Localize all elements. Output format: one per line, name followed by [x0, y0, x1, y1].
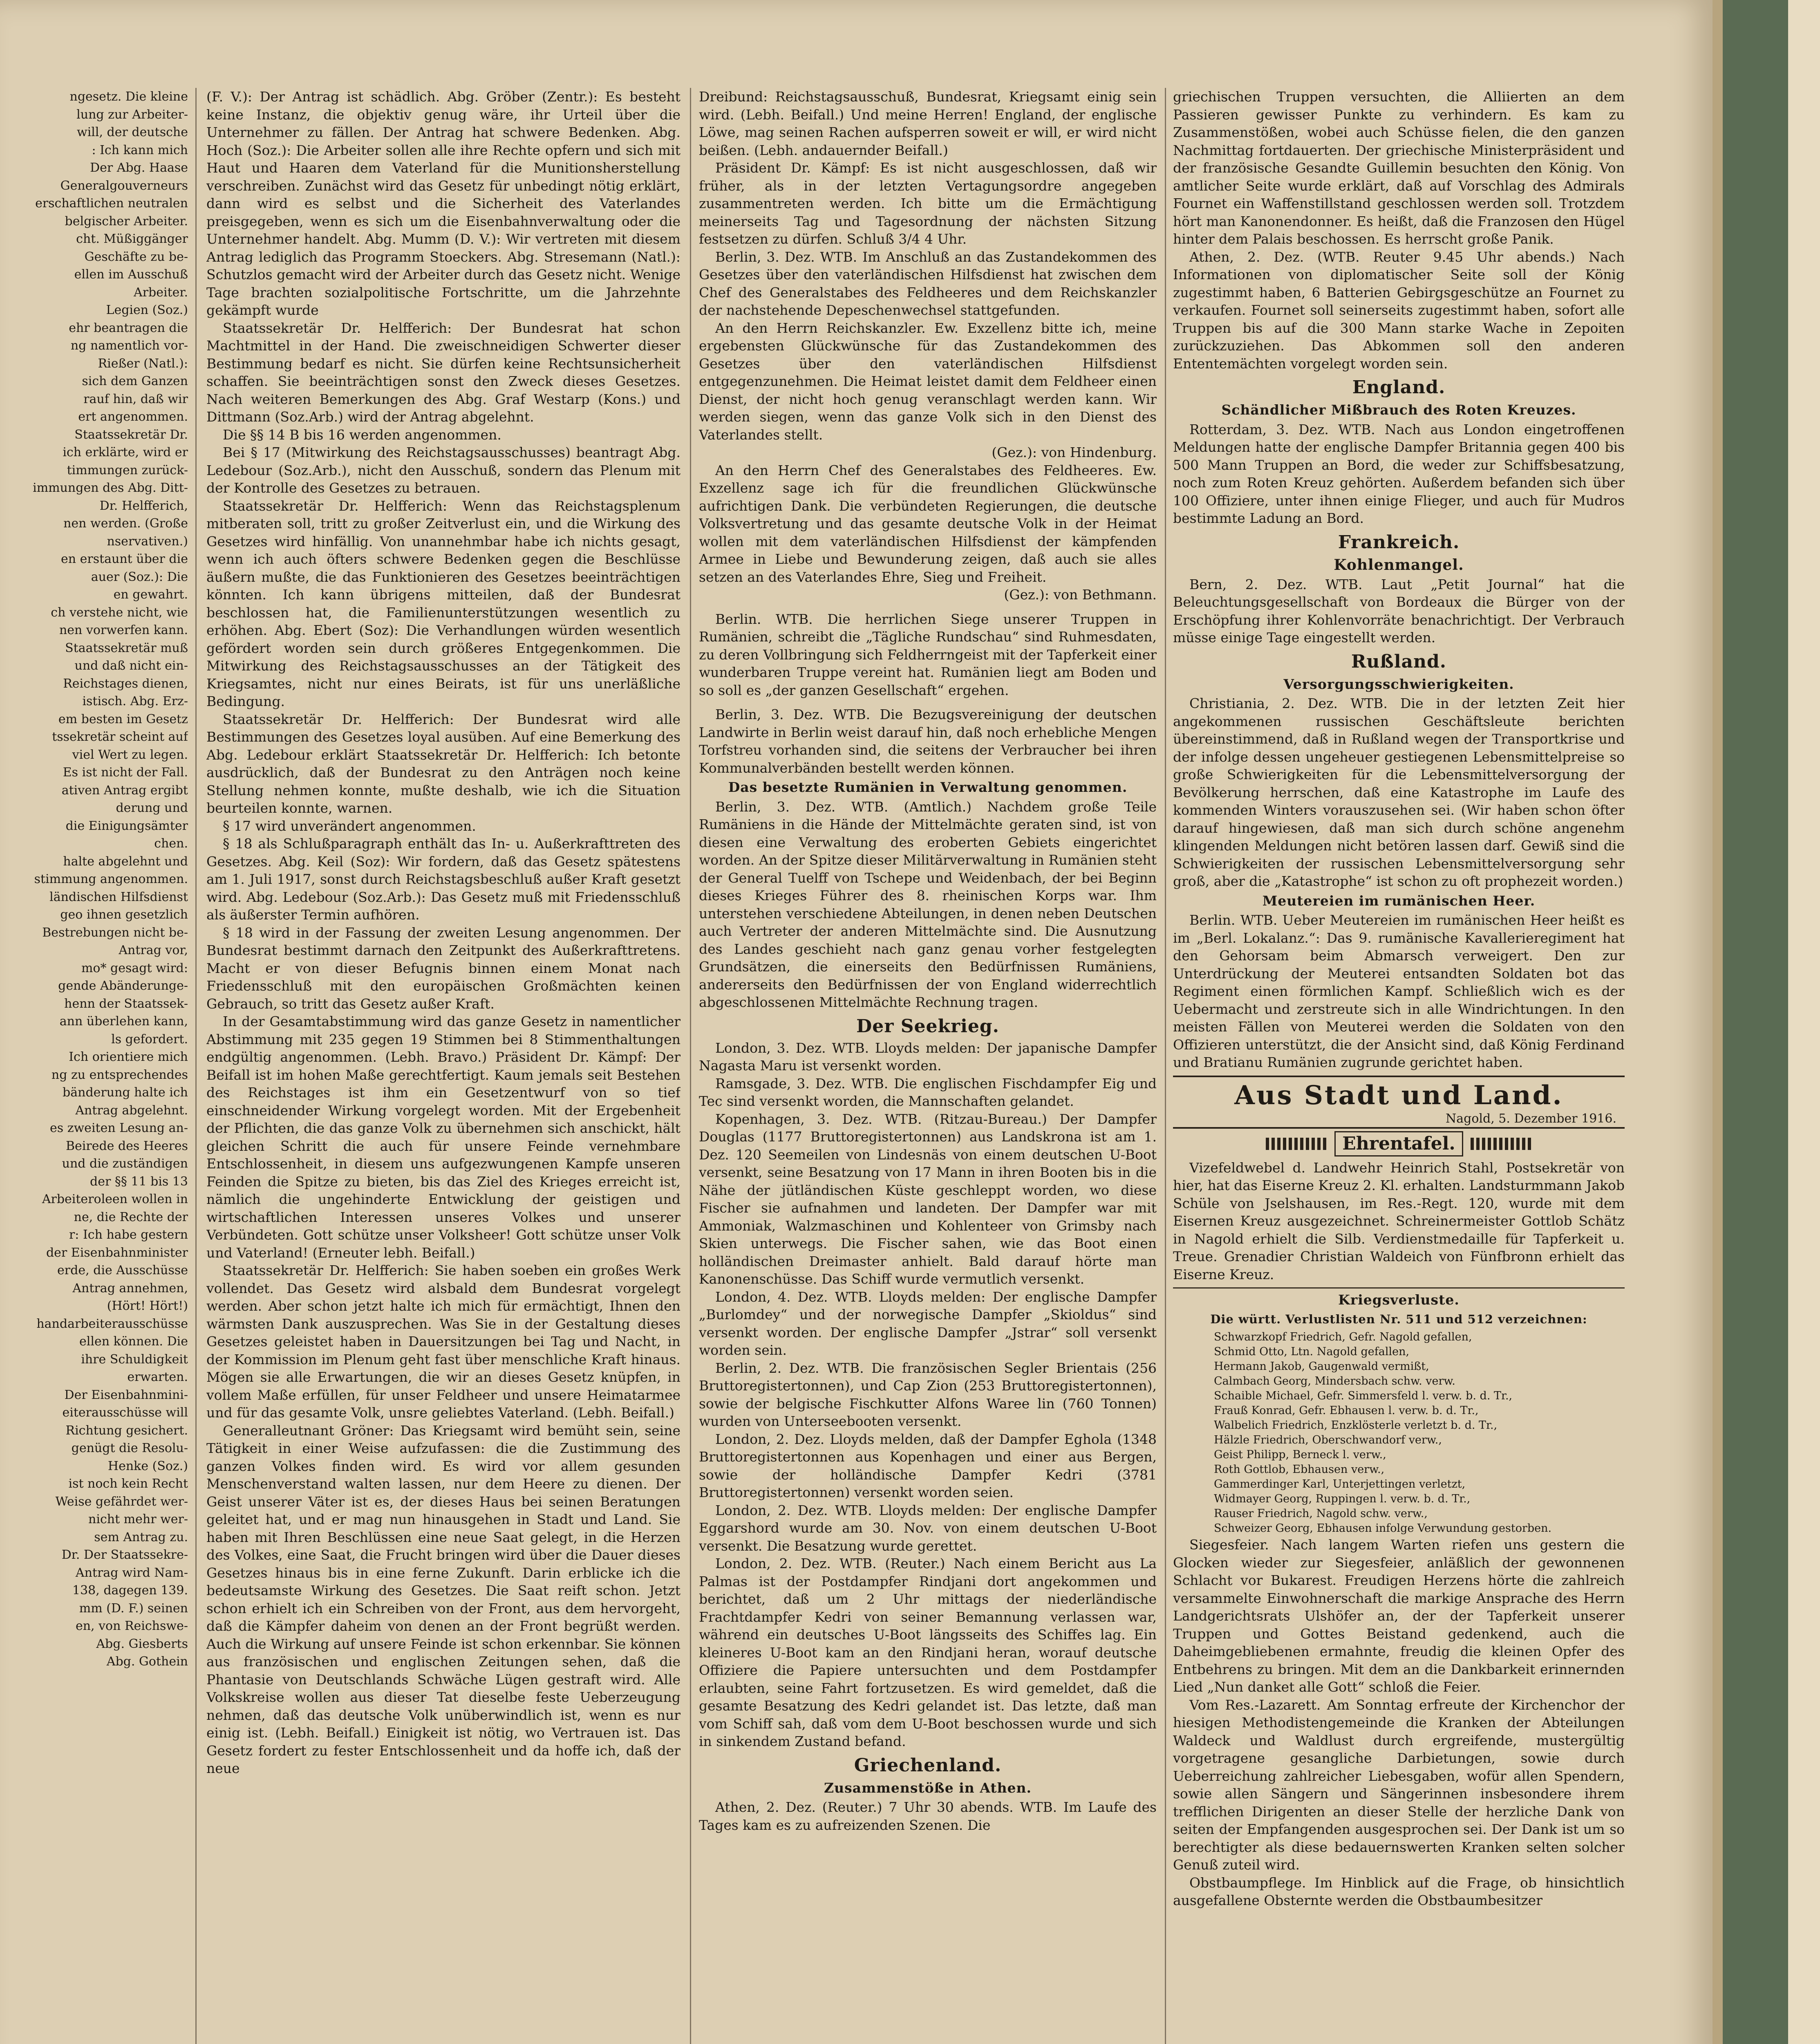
- casualty-entry: Schwarzkopf Friedrich, Gefr. Nagold gefallen,: [1214, 1331, 1472, 1343]
- casualty-entry: Rauser Friedrich, Nagold schw. verw.,: [1214, 1507, 1428, 1520]
- fragment-line: ann überlehen kann,: [59, 1014, 188, 1029]
- column-rule: [1165, 88, 1166, 2044]
- fragment-line: ihre Schuldigkeit: [81, 1352, 188, 1367]
- casualty-entry: Schweizer Georg, Ebhausen infolge Verwundung gestorben.: [1214, 1522, 1552, 1535]
- article-paragraph: Berlin, 3. Dez. WTB. Im Anschluß an das Zustandekommen des Gesetzes über den vaterländischen Hilfsdienst hat zwischen dem Chef des Generalstabes des Feldheeres und dem Reichskanzler der nachstehende Depeschenwechsel stattgefunden.: [699, 249, 1157, 318]
- binding-cloth: [1723, 0, 1788, 2044]
- article-paragraph: London, 4. Dez. WTB. Lloyds melden: Der englische Dampfer „Burlomdey“ und der norwegische Dampfer „Skioldus“ sind versenkt worden. Der englische Dampfer „Jstrar“ soll versenkt worden sein.: [699, 1289, 1157, 1358]
- article-paragraph: Staatssekretär Dr. Helfferich: Wenn das Reichstagsplenum mitberaten soll, tritt zu großer Zeitverlust ein, und die Wirkung des Gesetzes wird hinfällig. Von unannehmbar habe ich nichts gesagt, wenn ich auch öfters schwere Bedenken gegen die Beschlüsse äußern mußte, die das Funktionieren des Gesetzes beeinträchtigen könnten. Ich kann übrigens mitteilen, daß der Bundesrat beschlossen hat, die Familienunterstützungen wesentlich zu erhöhen. Abg. Ebert (Soz): Die Verhandlungen würden wesentlich gefördert worden sein durch größeres Entgegenkommen. Die Mitwirkung des Reichstagsausschusses an der Tätigkeit des Kriegsamtes, nicht nur eines Beirats, ist für uns unerläßliche Bedingung.: [206, 498, 681, 709]
- article-paragraph: An den Herrn Chef des Generalstabes des Feldheeres. Ew. Exzellenz sage ich für die freundlichen Glückwünsche aufrichtigen Dank. Die verbündeten Regierungen, die deutsche Volksvertretung und das gesamte deutsche Volk in der Heimat wollen mit dem vaterländischen Hilfsdienst der kämpfenden Armee in Liebe und Bewunderung zeigen, daß auch sie alles setzen an des Vaterlandes Ehre, Sieg und Freiheit.: [699, 462, 1157, 585]
- section-heading: Der Seekrieg.: [856, 1015, 999, 1037]
- fragment-line: gende Abänderunge-: [58, 979, 188, 993]
- fragment-line: der Eisenbahnminister: [46, 1245, 188, 1260]
- section-heading: Rußland.: [1351, 651, 1447, 672]
- fragment-line: Rießer (Natl.):: [98, 356, 188, 371]
- fragment-line: ne, die Rechte der: [74, 1210, 188, 1224]
- article-paragraph: Die §§ 14 B bis 16 werden angenommen.: [223, 426, 501, 443]
- section-heading: Frankreich.: [1338, 531, 1460, 553]
- column-rule: [690, 88, 691, 2044]
- fragment-line: ist noch kein Recht: [68, 1477, 188, 1491]
- article-paragraph: (F. V.): Der Antrag ist schädlich. Abg. Gröber (Zentr.): Es besteht keine Instanz, die objektiv genug wäre, ihr Urteil über die Unternehmer zu fällen. Der Antrag hat schwere Bedenken. Abg. Hoch (Soz.): Die Arbeiter sollen alle ihre Rechte opfern und sich mit Haut und Haaren dem Vaterland für die Munitionsherstellung verschreiben. Zunächst wird das Gesetz für unbedingt nötig erklärt, dann wird es selbst und die Sicherheit des Vaterlandes preisgegeben, wenn es sich um die Eisenbahnverwaltung oder die Unternehmer handelt. Abg. Mumm (D. V.): Wir vertreten mit diesem Antrag lediglich das Programm Stoeckers. Abg. Stresemann (Natl.): Schutzlos gemacht wird der Arbeiter durch das Gesetz nicht. Wenige Tage brachten sozialpolitische Fortschritte, um die Jahrzehnte gekämpft wurde: [206, 89, 681, 318]
- article-paragraph: § 18 als Schlußparagraph enthält das In- u. Außerkrafttreten des Gesetzes. Abg. Keil (Soz): Wir fordern, daß das Gesetz spätestens am 1. Juli 1917, sonst durch Reichstagsbeschluß außer Kraft gesetzt wird. Abg. Ledebour (Soz.Arb.): Das Gesetz muß mit Friedensschluß als äußerster Termin aufhören.: [206, 836, 681, 923]
- fragment-line: Antrag vor,: [119, 943, 188, 957]
- casualty-entry: Schmid Otto, Ltn. Nagold gefallen,: [1214, 1345, 1410, 1358]
- fragment-line: Antrag abgelehnt.: [75, 1103, 188, 1118]
- fragment-line: en gewahrt.: [113, 587, 188, 602]
- fragment-line: Es ist nicht der Fall.: [63, 765, 188, 780]
- fragment-line: Geschäfte zu be-: [84, 249, 188, 264]
- fragment-line: Ich orientiere mich: [69, 1050, 188, 1064]
- fragment-line: ls gefordert.: [111, 1032, 188, 1047]
- fragment-line: ert angenommen.: [78, 410, 188, 424]
- fragment-line: erde, die Ausschüsse: [57, 1263, 188, 1278]
- fragment-line: istisch. Abg. Erz-: [82, 694, 188, 708]
- article-paragraph: Siegesfeier. Nach langem Warten riefen uns gestern die Glocken wieder zur Siegesfeier, anläßlich der gewonnenen Schlacht vor Bukarest. Freudigen Herzens hörte die zahlreich versammelte Einwohnerschaft die markige Ansprache des Herrn Landgerichtsrats Ulshöfer an, der der Tapferkeit unserer Truppen und Gottes Beistand gedenkend, auch die Daheimgebliebenen ermahnte, freudig die kleinen Opfer des Entbehrens zu bringen. Mit dem an die Dankbarkeit erinnernden Lied „Nun danket alle Gott“ schloß die Feier.: [1173, 1537, 1625, 1695]
- column-2: [699, 88, 1157, 2044]
- fragment-line: ehr beantragen die: [69, 320, 188, 335]
- article-paragraph: Berlin, 3. Dez. WTB. (Amtlich.) Nachdem große Teile Rumäniens in die Hände der Mittelmächte geraten sind, ist von diesen eine Verwaltung des eroberten Gebiets eingerichtet worden. An der Spitze dieser Militärverwaltung in Rumänien steht der General Tuelff von Tschepe und Weidenbach, der bei Beginn dieses Krieges Führer des 8. rheinischen Korps war. Ihm unterstehen verschiedene Abteilungen, in denen neben Deutschen auch Vertreter der anderen Mittelmächte sind. Die Ausnutzung des Landes geschieht nach ganz genau vorher festgelegten Grundsätzen, die einerseits den Bedürfnissen Rumäniens, andererseits den Bedürfnissen der von England widerrechtlich abgeschlossenen Mittelmächte Rechnung tragen.: [699, 798, 1157, 1010]
- casualty-entry: Hermann Jakob, Gaugenwald vermißt,: [1214, 1360, 1429, 1373]
- fragment-line: will, der deutsche: [77, 125, 188, 139]
- article-paragraph: London, 2. Dez. WTB. (Reuter.) Nach einem Bericht aus La Palmas ist der Postdampfer Rindjani dort angekommen und berichtet, daß um 2 Uhr mittags der niederländische Frachtdampfer Kedri von seiner Bemannung verlassen war, während ein deutsches U-Boot längsseits des Schiffes lag. Ein kleineres U-Boot kam an den Rindjani heran, worauf deutsche Offiziere die Papiere untersuchten und dem Postdampfer erlaubten, seine Fahrt fortzusetzen. Es wird gemeldet, daß die gesamte Besatzung des Kedri gelandet ist. Das letzte, daß man vom Schiff sah, daß vom dem U-Boot beschossen wurde und sich in sinkendem Zustand befand.: [699, 1555, 1157, 1749]
- article-paragraph: Christiania, 2. Dez. WTB. Die in der letzten Zeit hier angekommenen russischen Geschäftsleute berichten übereinstimmend, daß in Rußland wegen der Transportkrise und der infolge dessen ungeheuer gestiegenen Lebensmittelpreise so große Schwierigkeiten für die Lebensmittelversorgung der Bevölkerung herrschen, daß eine Katastrophe im Laufe des kommenden Winters vorauszusehen sei. (Wir haben schon öfter darauf hingewiesen, daß man sich durch schöne angenehm klingenden Meldungen nicht betören lassen darf. Gewiß sind die Schwierigkeiten der russischen Lebensmittelversorgung sehr groß, aber die „Katastrophe“ ist schon zu oft prophezeit worden.): [1173, 695, 1625, 889]
- fragment-line: ellen im Ausschuß: [74, 267, 188, 282]
- fragment-line: lung zur Arbeiter-: [76, 107, 188, 122]
- article-paragraph: Berlin, 3. Dez. WTB. Die Bezugsvereinigung der deutschen Landwirte in Berlin weist darauf hin, daß noch erhebliche Mengen Torfstreu vorhanden sind, die seitens der Verbraucher bei ihren Kommunalverbänden bestellt werden können.: [699, 706, 1157, 776]
- fragment-line: ativen Antrag ergibt: [61, 783, 188, 798]
- fragment-line: bänderung halte ich: [63, 1085, 188, 1100]
- fragment-line: mm (D. F.) seinen: [79, 1601, 188, 1616]
- fragment-line: r: Ich habe gestern: [69, 1228, 188, 1242]
- fragment-line: nservativen.): [107, 534, 188, 549]
- fragment-line: Reichstages dienen,: [63, 676, 188, 691]
- fragment-line: Dr. Der Staatssekre-: [61, 1548, 188, 1562]
- fragment-line: 138, dagegen 139.: [72, 1583, 188, 1598]
- section-subheading: Versorgungsschwierigkeiten.: [1283, 676, 1514, 692]
- fragment-line: Henke (Soz.): [107, 1459, 188, 1473]
- article-paragraph: Präsident Dr. Kämpf: Es ist nicht ausgeschlossen, daß wir früher, als in der letzten Vertagungsordre angegeben zusammentreten werden. Ich bitte um die Ermächtigung meinerseits Tag und Tagesordnung der nächsten Sitzung festsetzen zu dürfen. Schluß 3/4 4 Uhr.: [699, 160, 1157, 247]
- article-paragraph: Staatssekretär Dr. Helfferich: Der Bundesrat hat schon Machtmittel in der Hand. Die zweischneidigen Schwerter dieser Bestimmung bedarf es nicht. Sie dürfen keine Rechtsunsicherheit schaffen. Sie beeinträchtigen sonst den Zweck dieses Gesetzes. Nach weiteren Bemerkungen des Abg. Graf Westarp (Kons.) und Dittmann (Soz.Arb.) wird der Antrag abgelehnt.: [206, 320, 681, 425]
- fragment-line: ch verstehe nicht, wie: [51, 605, 188, 620]
- article-paragraph: § 18 wird in der Fassung der zweiten Lesung angenommen. Der Bundesrat bestimmt darnach den Zeitpunkt des Außerkrafttretens. Macht er von dieser Befugnis binnen einem Monat nach Friedensschluß mit den europäischen Großmächten keinen Gebrauch, so tritt das Gesetz außer Kraft.: [206, 924, 681, 1012]
- fragment-line: rauf hin, daß wir: [83, 392, 188, 406]
- fragment-line: eiterausschüsse will: [62, 1405, 188, 1420]
- fragment-line: Legien (Soz.): [106, 303, 188, 317]
- article-paragraph: Vizefeldwebel d. Landwehr Heinrich Stahl, Postsekretär von hier, hat das Eiserne Kreuz 2. Kl. erhalten. Landsturmmann Jakob Schüle von Jselshausen, im Res.-Regt. 120, wurde mit dem Eisernen Kreuz ausgezeichnet. Schreinermeister Gottlob Schätz in Nagold erhielt die Silb. Verdienstmedaille für Tapferkeit u. Treue. Grenadier Christian Waldeich von Fünfbronn erhielt das Eiserne Kreuz.: [1173, 1159, 1625, 1282]
- fragment-line: ng namentlich vor-: [70, 338, 188, 353]
- list-heading: Die württ. Verlustlisten Nr. 511 und 512 verzeichnen:: [1210, 1312, 1587, 1326]
- fragment-line: Weise gefährdet wer-: [55, 1494, 188, 1509]
- fragment-line: derung und: [116, 801, 188, 815]
- fragment-line: geo ihnen gesetzlich: [60, 908, 188, 922]
- fragment-line: Arbeiteroleen wollen in: [42, 1192, 188, 1206]
- fragment-line: mo* gesagt wird:: [81, 961, 188, 975]
- fragment-line: Staatssekretär Dr.: [74, 427, 188, 442]
- fragment-line: tssekretär scheint auf: [52, 730, 188, 744]
- section-subheading: Zusammenstöße in Athen.: [824, 1780, 1032, 1796]
- article-paragraph: Athen, 2. Dez. (Reuter.) 7 Uhr 30 abends. WTB. Im Laufe des Tages kam es zu aufreizenden Szenen. Die: [699, 1799, 1157, 1833]
- fragment-line: (Hört! Hört!): [107, 1299, 188, 1313]
- section-subheading: Meutereien im rumänischen Heer.: [1262, 892, 1536, 909]
- article-paragraph: London, 3. Dez. WTB. Lloyds melden: Der japanische Dampfer Nagasta Maru ist versenkt worden.: [699, 1040, 1157, 1074]
- fragment-line: genügt die Resolu-: [71, 1441, 188, 1455]
- fragment-line: Antrag wird Nam-: [75, 1565, 188, 1580]
- casualty-entry: Walbelich Friedrich, Enzklösterle verletzt b. d. Tr.,: [1214, 1419, 1498, 1432]
- casualty-entry: Calmbach Georg, Mindersbach schw. verw.: [1214, 1375, 1455, 1387]
- fragment-line: Beirede des Heeres: [65, 1139, 188, 1153]
- fragment-line: Der Eisenbahnmini-: [64, 1387, 188, 1402]
- fragment-line: chen.: [154, 836, 188, 851]
- masthead-title: Aus Stadt und Land.: [1234, 1080, 1563, 1111]
- section-subheading: Kriegsverluste.: [1173, 1287, 1625, 1309]
- fragment-line: em besten im Gesetz: [58, 712, 188, 726]
- fragment-line: nen werden. (Große: [63, 516, 188, 531]
- article-paragraph: London, 2. Dez. Lloyds melden, daß der Dampfer Eghola (1348 Bruttoregistertonnen aus Kopenhagen und einer aus Bergen, sowie der holländische Dampfer Kedri (3781 Bruttoregistertonnen) versenkt worden seien.: [699, 1431, 1157, 1500]
- casualty-entry: Roth Gottlob, Ebhausen verw.,: [1214, 1463, 1385, 1476]
- fragment-line: viel Wert zu legen.: [72, 747, 188, 762]
- page-edges: [1788, 0, 1820, 2044]
- fragment-line: timmungen zurück-: [67, 463, 188, 477]
- article-paragraph: Generalleutnant Gröner: Das Kriegsamt wird bemüht sein, seine Tätigkeit in einer Weise aufzufassen: die die Zustimmung des ganzen Volkes finden wird. Es wird vor allem gesunden Menschenverstand walten lassen, nur dem Heere zu dienen. Der Geist unserer Väter ist es, der dieses Haus bei seinen Beratungen geleitet hat, und er mag nun hinausgehen in Stadt und Land. Sie haben mit Ihren Beschlüssen eine neue Saat gelegt, in die Herzen des Volkes, eine Saat, die Frucht bringen wird über die Dauer dieses Gesetzes hinaus bis in eine ferne Zukunft. Darin erblicke ich die bedeutsamste Wirkung des Gesetzes. Die Saat reift schon. Jetzt schon erhielt ich ein Schreiben von der Front, aus dem hervorgeht, daß die Kämpfer daheim von denen an der Front begrüßt werden. Auch die Wirkung auf unsere Feinde ist schon erkennbar. Sie können aus französischen und englischen Zeitungen sehen, daß die Phantasie von Deutschlands Schwäche Lügen gestraft wird. Alle Volkskreise wollen aus dieser Tat dieselbe feste Ueberzeugung nehmen, daß das deutsche Volk unüberwindlich ist, wenn es nur einig ist. (Lebh. Beifall.) Einigkeit ist nötig, wo Vertrauen ist. Das Gesetz fordert zu fester Entschlossenheit und da hoffe ich, daß der neue: [206, 1422, 681, 1776]
- signature: (Gez.): von Hindenburg.: [992, 444, 1157, 460]
- fragment-line: Richtung gesichert.: [65, 1423, 188, 1438]
- fragment-line: Arbeiter.: [134, 285, 188, 300]
- article-paragraph: Dreibund: Reichstagsausschuß, Bundesrat, Kriegsamt einig sein wird. (Lebh. Beifall.) Und meine Herren! England, der englische Löwe, mag seinen Rachen aufsperren soweit er will, er wird nicht beißen. (Lebh. andauernder Beifall.): [699, 89, 1157, 158]
- fragment-line: Generalgouverneurs: [60, 178, 188, 193]
- fragment-line: cht. Müßiggänger: [76, 232, 188, 246]
- section-heading: Das besetzte Rumänien in Verwaltung genommen.: [728, 779, 1128, 795]
- article-paragraph: § 17 wird unverändert angenommen.: [223, 818, 476, 834]
- fragment-line: ng zu entsprechendes: [51, 1067, 188, 1082]
- fragment-line: Antrag annehmen,: [72, 1281, 188, 1295]
- fragment-line: Der Abg. Haase: [90, 161, 188, 175]
- fragment-line: immungen des Abg. Ditt-: [33, 481, 188, 495]
- fragment-line: Bestrebungen nicht be-: [42, 925, 188, 940]
- fragment-line: erschaftlichen neutralen: [35, 196, 188, 211]
- local-news-masthead: [1173, 1076, 1625, 1129]
- masthead-date: Nagold, 5. Dezember 1916.: [1446, 1111, 1616, 1126]
- fragment-line: die Einigungsämter: [65, 818, 188, 833]
- fragment-line: der §§ 11 bis 13: [90, 1174, 188, 1189]
- ornament-icon: [1471, 1138, 1532, 1150]
- article-paragraph: Athen, 2. Dez. (WTB. Reuter 9.45 Uhr abends.) Nach Informationen von diplomatischer Seite soll der König zugestimmt haben, 6 Batterien Gebirgsgeschütze an Fournet zu verkaufen. Fournet soll seinerseits zugestimmt haben, sofort alle Truppen bis auf die 300 Mann starke Wache in Zepoiten zurückzuziehen. Das Abkommen soll den anderen Ententemächten vorgelegt worden sein.: [1173, 249, 1625, 372]
- fragment-line: handarbeiterausschüsse: [36, 1316, 188, 1331]
- column-1: [206, 88, 681, 2044]
- fragment-line: ich erklärte, wird er: [63, 445, 188, 459]
- fragment-line: Abg. Gothein: [106, 1654, 188, 1669]
- article-paragraph: Kopenhagen, 3. Dez. WTB. (Ritzau-Bureau.) Der Dampfer Douglas (1177 Bruttoregistertonnen) aus Landskrona ist am 1. Dez. 120 Seemeilen von Lindesnäs von einem deutschen U-Boot versenkt, seine Besatzung von 17 Mann in ihren Booten bis in die Nähe der jütländischen Küste geschleppt worden, wo diese Fischer sie aufnahmen und landeten. Der Dampfer war mit Ammoniak, Walzmaschinen und Kohlenteer von Grimsby nach Skien unterwegs. Die Fischer sahen, wie das Boot einen holländischen Dreimaster anhielt. Bald darauf hörte man Kanonenschüsse. Das Schiff wurde vermutlich versenkt.: [699, 1111, 1157, 1287]
- casualty-entry: Geist Philipp, Berneck l. verw.,: [1214, 1448, 1386, 1461]
- fragment-line: halte abgelehnt und: [63, 854, 188, 869]
- ehrentafel-banner: [1173, 1131, 1625, 1156]
- fragment-line: henn der Staatssek-: [64, 996, 188, 1011]
- fragment-line: Abg. Giesberts: [96, 1636, 188, 1651]
- casualty-entry: Frauß Konrad, Gefr. Ebhausen l. verw. b. d. Tr.,: [1214, 1404, 1479, 1417]
- fragment-line: nen vorwerfen kann.: [59, 623, 188, 637]
- casualty-entry: Gammerdinger Karl, Unterjettingen verletzt,: [1214, 1478, 1466, 1490]
- article-paragraph: London, 2. Dez. WTB. Lloyds melden: Der englische Dampfer Eggarshord wurde am 30. Nov. von einem deutschen U-Boot versenkt. Die Besatzung wurde gerettet.: [699, 1502, 1157, 1554]
- signature: (Gez.): von Bethmann.: [1004, 587, 1157, 603]
- fragment-line: ngesetz. Die kleine: [69, 90, 188, 104]
- column-rule: [195, 88, 197, 2044]
- article-paragraph: Berlin. WTB. Die herrlichen Siege unserer Truppen in Rumänien, schreibt die „Tägliche Rundschau“ sind Ruhmesdaten, zu deren Vollbringung sich Feldherrngeist mit der Tapferkeit einer wunderbaren Truppe vereint hat. Rumänien liegt am Boden und so soll es „der ganzen Gesellschaft“ ergehen.: [699, 611, 1157, 698]
- casualty-entry: Hälzle Friedrich, Oberschwandorf verw.,: [1214, 1434, 1442, 1446]
- article-paragraph: Ramsgade, 3. Dez. WTB. Die englischen Fischdampfer Eig und Tec sind versenkt worden, die Mannschaften gelandet.: [699, 1075, 1157, 1109]
- fragment-line: sich dem Ganzen: [82, 374, 188, 388]
- article-paragraph: griechischen Truppen versuchten, die Alliierten an dem Passieren gewisser Punkte zu verhindern. Es kam zu Zusammenstößen, wobei auch Schüsse fielen, die den ganzen Nachmittag fortdauerten. Der griechische Ministerpräsident und der französische Gesandte Guillemin besuchten den König. Von amtlicher Seite wurde erklärt, daß auf Vorschlag des Admirals Fournet ein Waffenstillstand geschlossen werden soll. Trotzdem hört man Kanonendonner. Es heißt, daß die Franzosen den Hügel hinter dem Palais beschossen. Es herrscht große Panik.: [1173, 89, 1625, 247]
- section-heading: England.: [1352, 377, 1446, 398]
- fragment-line: ellen können. Die: [79, 1334, 188, 1349]
- fragment-line: en, von Reichswe-: [75, 1619, 188, 1633]
- fragment-line: stimmung angenommen.: [34, 872, 188, 886]
- fragment-line: Dr. Helfferich,: [99, 498, 188, 513]
- fragment-line: nicht mehr wer-: [88, 1512, 188, 1526]
- casualty-entry: Widmayer Georg, Ruppingen l. verw. b. d. Tr.,: [1214, 1493, 1471, 1505]
- section-heading: Griechenland.: [854, 1755, 1002, 1776]
- article-paragraph: In der Gesamtabstimmung wird das ganze Gesetz in namentlicher Abstimmung mit 235 gegen 19 Stimmen bei 8 Stimmenthaltungen endgültig angenommen. (Lebh. Bravo.) Präsident Dr. Kämpf: Der Beifall ist im hohen Maße gerechtfertigt. Kaum jemals seit Bestehen des Reichstages ist ihm ein Gesetzentwurf von so tief einschneidender Wirkung vorgelegt worden. Mit der Ergebenheit der Pflichten, die das ganze Volk zu übernehmen sich anschickt, hält gleichen Schritt die auch für unsere Feinde vernehmbare Entschlossenheit, in diesem uns aufgezwungenen Kampfe unseren Feinden die Spitze zu bieten, bis das Ziel des Krieges erreicht ist, nämlich die ungehinderte Entwicklung der geistigen und wirtschaftlichen Interessen unseres Volkes und unserer Verbündeten. Gott schütze unser Volksheer! Gott schütze unser Volk und Vaterland! (Erneuter lebh. Beifall.): [206, 1013, 681, 1261]
- article-paragraph: Staatssekretär Dr. Helfferich: Der Bundesrat wird alle Bestimmungen des Gesetzes loyal ausüben. Auf eine Bemerkung des Abg. Ledebour erklärt Staatssekretär Dr. Helfferich: Ich betonte ausdrücklich, daß der Bundesrat zu den Anträgen noch keine Stellung nehmen konnte, mußte deshalb, wie ich die Situation beurteilen konnte, warnen.: [206, 711, 681, 816]
- article-paragraph: Bern, 2. Dez. WTB. Laut „Petit Journal“ hat die Beleuchtungsgesellschaft von Bordeaux die Bürger von der Erschöpfung ihrer Kohlenvorräte benachrichtigt. Der Verbrauch müsse einige Tage eingestellt werden.: [1173, 576, 1625, 645]
- fragment-line: und daß nicht ein-: [74, 659, 188, 673]
- article-paragraph: Vom Res.-Lazarett. Am Sonntag erfreute der Kirchenchor der hiesigen Methodistengemeinde die Kranken der Abteilungen Waldeck und Waldlust durch ergreifende, mustergültig vorgetragene gesangliche Darbietungen, sowie durch Ueberreichung zahlreicher Liebesgaben, wofür allen Spendern, sowie allen Sängern und Sängerinnen insbesondere ihrem trefflichen Dirigenten an dieser Stelle der herzliche Dank von seiten der Empfangenden ausgesprochen sei. Der Dank ist um so berechtigter als diese bedauernswerten Kranken selten solcher Genuß zuteil wird.: [1173, 1697, 1625, 1873]
- casualty-list: [1173, 1330, 1625, 1536]
- article-paragraph: An den Herrn Reichskanzler. Ew. Exzellenz bitte ich, meine ergebensten Glückwünsche für das Zustandekommen des Gesetzes über den vaterländischen Hilfsdienst entgegenzunehmen. Die Heimat leistet damit dem Feldheer einen Dienst, der nicht hoch genug veranschlagt werden kann. Wir werden siegen, wenn das ganze Volk sich in den Dienst des Vaterlandes stellt.: [699, 320, 1157, 443]
- fragment-line: es zweiten Lesung an-: [50, 1121, 188, 1135]
- article-paragraph: Rotterdam, 3. Dez. WTB. Nach aus London eingetroffenen Meldungen hatte der englische Dampfer Britannia gegen 400 bis 500 Mann Truppen an Bord, die weder zur Schiffsbesatzung, noch zum Roten Kreuz gehörten. Außerdem befanden sich über 100 Offiziere, unter ihnen einige Flieger, und auch für Mudros bestimmte Ladung an Bord.: [1173, 421, 1625, 526]
- fragment-line: sem Antrag zu.: [94, 1530, 188, 1544]
- section-subheading: Schändlicher Mißbrauch des Roten Kreuzes.: [1221, 402, 1576, 418]
- article-paragraph: Obstbaumpflege. Im Hinblick auf die Frage, ob hinsichtlich ausgefallene Obsternte werden die Obstbaumbesitzer: [1173, 1874, 1625, 1908]
- fragment-line: belgischer Arbeiter.: [65, 214, 188, 229]
- article-paragraph: Berlin, 2. Dez. WTB. Die französischen Segler Brientais (256 Bruttoregistertonnen), und Cap Zion (253 Bruttoregistertonnen), sowie der belgische Fischkutter Alfons Waree lin (760 Tonnen) wurden von Unterseebooten versenkt.: [699, 1360, 1157, 1429]
- fragment-line: und die zuständigen: [62, 1156, 188, 1171]
- article-paragraph: Staatssekretär Dr. Helfferich: Sie haben soeben ein großes Werk vollendet. Das Gesetz wird alsbald dem Bundesrat vorgelegt werden. Aber schon jetzt halte ich mich für ermächtigt, Ihnen den wärmsten Dank auszusprechen. Was Sie in der Gestaltung dieses Gesetzes geleistet haben in Dauersitzungen bei Tag und Nacht, in der Kommission im Plenum geht fast über menschliche Kraft hinaus. Mögen sie alle Erwartungen, die wir an dieses Gesetz knüpfen, in vollem Maße erfüllen, für unser Feldheer und unsere Heimatarmee und für das gesamte Volk, unsre geliebtes Vaterland. (Lebh. Beifall.): [206, 1262, 681, 1421]
- fragment-line: ländischen Hilfsdienst: [49, 890, 188, 904]
- casualty-entry: Schaible Michael, Gefr. Simmersfeld l. verw. b. d. Tr.,: [1214, 1390, 1513, 1402]
- article-paragraph: Bei § 17 (Mitwirkung des Reichstagsausschusses) beantragt Abg. Ledebour (Soz.Arb.), nicht den Ausschuß, sondern das Plenum mit der Kontrolle des Gesetzes zu betrauen.: [206, 444, 681, 496]
- fragment-line: Staatssekretär muß: [65, 641, 188, 655]
- left-fragment-column: [0, 88, 188, 2044]
- ehrentafel-heading: Ehrentafel.: [1334, 1131, 1463, 1156]
- article-paragraph: Berlin. WTB. Ueber Meutereien im rumänischen Heer heißt es im „Berl. Lokalanz.“: Das 9. rumänische Kavallerieregiment hat den Gehorsam beim Abmarsch verweigert. Den zur Unterdrückung der Meuterei entsandten Soldaten bot das Regiment einen förmlichen Kampf. Schließlich wich es der Uebermacht und zerstreute sich in alle Windrichtungen. In den meisten Fällen von Meuterei werden die Soldaten von den Offizieren unterstützt, die der Ansicht sind, daß König Ferdinand und Bratianu Rumänien zugrunde gerichtet haben.: [1173, 912, 1625, 1070]
- fragment-line: en erstaunt über die: [61, 552, 188, 566]
- section-subheading: Kohlenmangel.: [1334, 556, 1464, 574]
- fragment-line: : Ich kann mich: [92, 143, 188, 157]
- fragment-line: auer (Soz.): Die: [91, 569, 188, 584]
- ornament-icon: [1266, 1138, 1327, 1150]
- fragment-line: erwarten.: [127, 1370, 188, 1384]
- column-3: [1173, 88, 1625, 2044]
